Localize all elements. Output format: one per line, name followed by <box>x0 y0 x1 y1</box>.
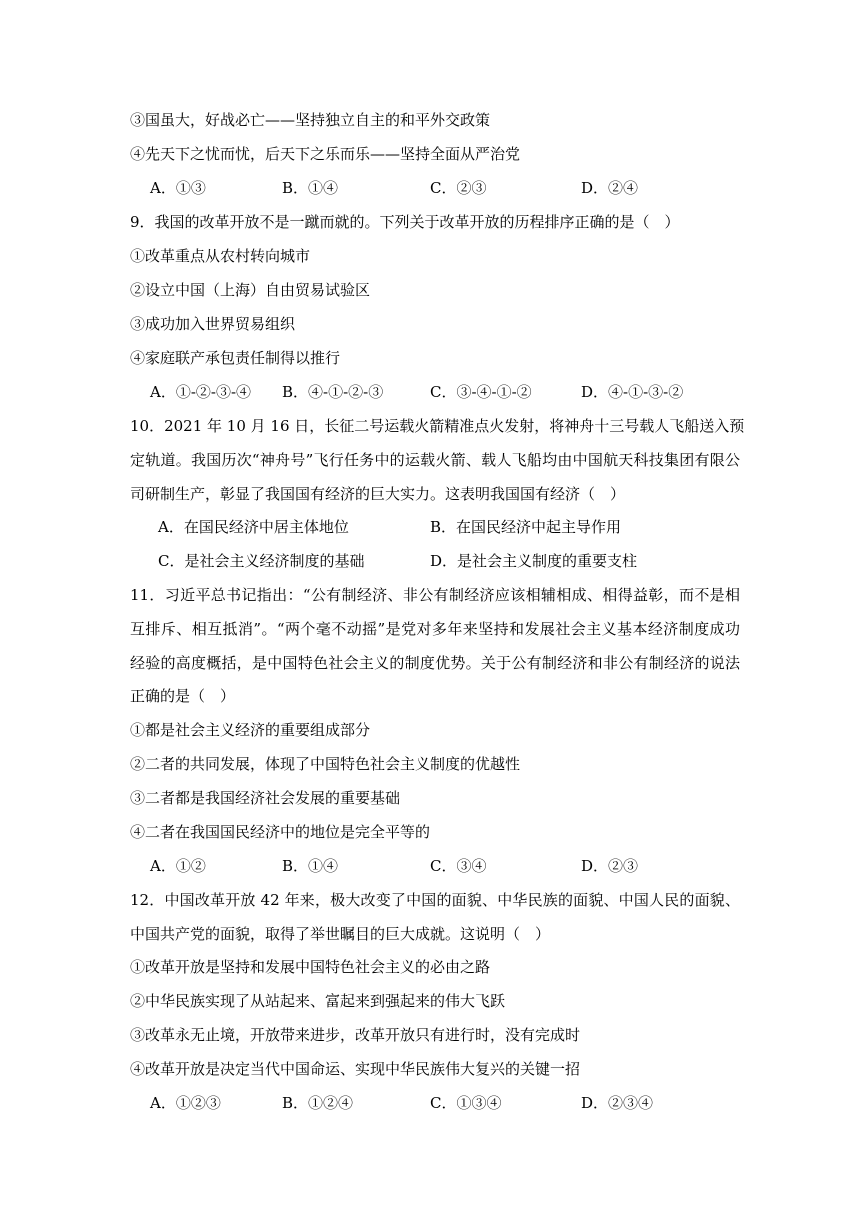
q11-item-1: ①都是社会主义经济的重要组成部分 <box>130 721 371 739</box>
q8-option-c[interactable]: C．②③ <box>430 179 487 197</box>
q9-option-a[interactable]: A．①-②-③-④ <box>150 383 252 401</box>
q12-stem-line-2: 中国共产党的面貌，取得了举世瞩目的巨大成就。这说明（ ） <box>130 925 551 943</box>
q10-stem-line-2: 定轨道。我国历次“神舟号”飞行任务中的运载火箭、载人飞船均由中国航天科技集团有限公 <box>130 451 740 469</box>
q11-item-2: ②二者的共同发展，体现了中国特色社会主义制度的优越性 <box>130 755 521 773</box>
q11-item-3: ③二者都是我国经济社会发展的重要基础 <box>130 789 401 807</box>
q11-option-a[interactable]: A．①② <box>150 857 206 875</box>
q9-stem: 9．我国的改革开放不是一蹴而就的。下列关于改革开放的历程排序正确的是（ ） <box>130 213 680 231</box>
q9-item-1: ①改革重点从农村转向城市 <box>130 247 311 265</box>
q12-option-d[interactable]: D．②③④ <box>581 1094 654 1112</box>
q8-option-d[interactable]: D．②④ <box>581 179 639 197</box>
q11-item-4: ④二者在我国国民经济中的地位是完全平等的 <box>130 823 431 841</box>
q12-stem-line-1: 12．中国改革开放 42 年来，极大改变了中国的面貌、中华民族的面貌、中国人民的面貌、 <box>130 891 740 909</box>
q9-item-2: ②设立中国（上海）自由贸易试验区 <box>130 281 371 299</box>
q8-item-3: ③国虽大，好战必亡——坚持独立自主的和平外交政策 <box>130 111 491 129</box>
q10-option-d[interactable]: D．是社会主义制度的重要支柱 <box>430 552 638 570</box>
q9-item-4: ④家庭联产承包责任制得以推行 <box>130 349 341 367</box>
q10-option-a[interactable]: A．在国民经济中居主体地位 <box>158 518 349 536</box>
q10-stem-line-3: 司研制生产，彰显了我国国有经济的巨大实力。这表明我国国有经济（ ） <box>130 485 626 503</box>
q10-option-b[interactable]: B．在国民经济中起主导作用 <box>430 518 622 536</box>
q12-option-a[interactable]: A．①②③ <box>150 1094 221 1112</box>
q11-stem-line-1: 11．习近平总书记指出：“公有制经济、非公有制经济应该相辅相成、相得益彰，而不是相 <box>130 586 740 604</box>
q9-option-b[interactable]: B．④-①-②-③ <box>282 383 384 401</box>
q11-stem-line-2: 互排斥、相互抵消”。“两个毫不动摇”是党对多年来坚持和发展社会主义基本经济制度成功 <box>130 620 740 638</box>
q9-item-3: ③成功加入世界贸易组织 <box>130 315 296 333</box>
q8-option-a[interactable]: A．①③ <box>150 179 206 197</box>
q12-option-b[interactable]: B．①②④ <box>282 1094 354 1112</box>
q11-option-b[interactable]: B．①④ <box>282 857 339 875</box>
q8-item-4: ④先天下之忧而忧，后天下之乐而乐——坚持全面从严治党 <box>130 145 521 163</box>
q12-item-1: ①改革开放是坚持和发展中国特色社会主义的必由之路 <box>130 958 491 976</box>
q12-item-3: ③改革永无止境，开放带来进步，改革开放只有进行时，没有完成时 <box>130 1026 581 1044</box>
q9-option-d[interactable]: D．④-①-③-② <box>581 383 684 401</box>
q11-stem-line-3: 经验的高度概括，是中国特色社会主义的制度优势。关于公有制经济和非公有制经济的说法 <box>130 654 740 672</box>
q10-stem-line-1: 10．2021 年 10 月 16 日，长征二号运载火箭精准点火发射，将神舟十三号载人飞船送入预 <box>130 417 745 435</box>
q11-stem-line-4: 正确的是（ ） <box>130 687 236 705</box>
q11-option-c[interactable]: C．③④ <box>430 857 487 875</box>
q12-option-c[interactable]: C．①③④ <box>430 1094 502 1112</box>
q8-option-b[interactable]: B．①④ <box>282 179 339 197</box>
q10-option-c[interactable]: C．是社会主义经济制度的基础 <box>158 552 365 570</box>
q9-option-c[interactable]: C．③-④-①-② <box>430 383 532 401</box>
q12-item-4: ④改革开放是决定当代中国命运、实现中华民族伟大复兴的关键一招 <box>130 1060 581 1078</box>
q12-item-2: ②中华民族实现了从站起来、富起来到强起来的伟大飞跃 <box>130 992 506 1010</box>
q11-option-d[interactable]: D．②③ <box>581 857 639 875</box>
